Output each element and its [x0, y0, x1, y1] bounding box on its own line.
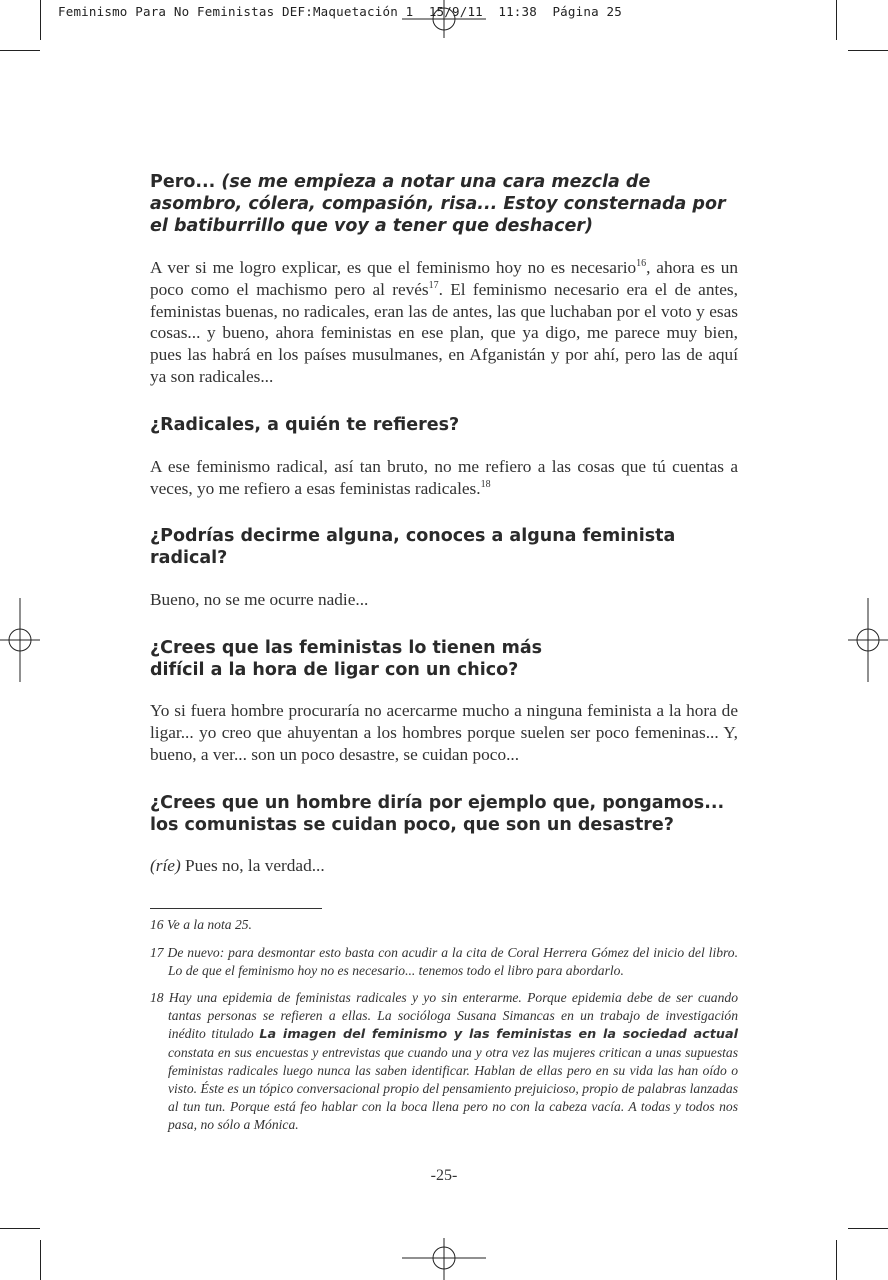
footnote-16: [150, 916, 738, 934]
answer-2: [150, 456, 738, 500]
question-2: ¿Radicales, a quién te refieres?: [150, 414, 460, 435]
footnote-18-text-a: 18 Hay una epidemia de feministas radicales y yo sin enterarme. Porque epidemia debe de ser cuando tantas personas se refieren a ellas. La socióloga Susana Simancas en un trabajo de investigación inédito titulado: [150, 990, 738, 1041]
crop-mark-tr-h: [848, 50, 888, 51]
question-4-line-2: difícil a la hora de ligar con un chico?: [150, 660, 519, 681]
footnote-17: [150, 944, 738, 980]
answer-2-text: A ese feminismo radical, así tan bruto, no me refiero a las cosas que tú cuentas a veces, yo me refiero a esas feministas radicales.: [150, 456, 738, 498]
footnote-divider: [150, 908, 322, 909]
question-1-lead: Pero...: [150, 172, 222, 192]
question-4-line-1: ¿Crees que las feministas lo tienen más: [150, 638, 543, 659]
footnote-18-title: La imagen del feminismo y las feministas en la sociedad actual: [259, 1027, 738, 1042]
page-number: -25-: [430, 1167, 458, 1184]
registration-mark-bottom: [400, 1238, 488, 1280]
question-5-line-2: los comunistas se cuidan poco, que son un desastre?: [150, 814, 674, 835]
print-slug: Feminismo Para No Feministas DEF:Maquetación 1 15/9/11 11:38 Página 25: [58, 4, 622, 19]
registration-mark-left: [0, 598, 42, 682]
answer-3: Bueno, no se me ocurre nadie...: [150, 590, 369, 610]
crop-mark-br-v: [836, 1240, 837, 1280]
answer-1-text-b: , ahora es un poco como el machismo pero al revés: [150, 258, 738, 299]
answer-5: [150, 855, 738, 877]
page-body: [150, 171, 738, 876]
registration-mark-right: [846, 598, 888, 682]
footnote-ref-17: 17: [428, 280, 439, 292]
question-1-aside: (se me empieza a notar una cara mezcla de asombro, cólera, compasión, risa... Estoy consternada por el batiburrillo que voy a tener que deshacer): [150, 172, 726, 236]
footnote-18: [150, 989, 738, 1134]
crop-mark-tl-v: [40, 0, 41, 40]
crop-mark-br-h: [848, 1228, 888, 1229]
crop-mark-tr-v: [836, 0, 837, 40]
question-3: ¿Podrías decirme alguna, conoces a alguna feminista radical?: [150, 526, 676, 569]
footnote-ref-16: 16: [636, 258, 647, 270]
answer-5-aside: (ríe): [150, 855, 181, 875]
crop-mark-tl-h: [0, 50, 40, 51]
answer-1-text-c: . El feminismo necesario era el de antes, feministas buenas, no radicales, eran las de antes, las que luchaban por el voto y esas cosas... y bueno, ahora feministas en ese plan, que ya digo, me parece muy bien, pues las habrá en los países musulmanes, en Afganistán y por ahí, pero las de aquí ya son radicales...: [150, 279, 738, 386]
crop-mark-bl-h: [0, 1228, 40, 1229]
question-1: [150, 171, 738, 237]
answer-5-text: Pues no, la verdad...: [180, 855, 325, 875]
question-5-line-1: ¿Crees que un hombre diría por ejemplo que, pongamos...: [150, 792, 725, 813]
crop-mark-bl-v: [40, 1240, 41, 1280]
footnote-17-text: 17 De nuevo: para desmontar esto basta con acudir a la cita de Coral Herrera Gómez del inicio del libro. Lo de que el feminismo hoy no es necesario... tenemos todo el libro para abordarlo.: [150, 945, 738, 978]
footnote-18-text-b: constata en sus encuestas y entrevistas que cuando una y otra vez las mujeres critican a unas supuestas feministas radicales luego nunca las saben identificar. Hablan de ellas pero en su vida las han oído o visto. Éste es un tópico conversacional propio del pensamiento prejuicioso, propio de palabras lanzadas al tun tun. Porque está feo hablar con la boca llena pero no con la cabeza vacía. A todas y todos nos pasa, no sólo a Mónica.: [168, 1045, 738, 1132]
question-4: [150, 637, 738, 681]
answer-4: Yo si fuera hombre procuraría no acercarme mucho a ninguna feminista a la hora de ligar... yo creo que ahuyentan a los hombres porque suelen ser poco femeninas... Y, bueno, a ver... son un poco desastre, se cuidan poco...: [150, 701, 738, 764]
answer-1: [150, 257, 738, 388]
footnote-18-text: [150, 989, 738, 1134]
question-5: [150, 792, 738, 836]
footnote-16-text: 16 Ve a la nota 25.: [150, 917, 252, 932]
footnote-ref-18: 18: [480, 478, 491, 490]
answer-1-text-a: A ver si me logro explicar, es que el feminismo hoy no es necesario: [150, 258, 637, 277]
registration-mark-top: [400, 0, 488, 40]
